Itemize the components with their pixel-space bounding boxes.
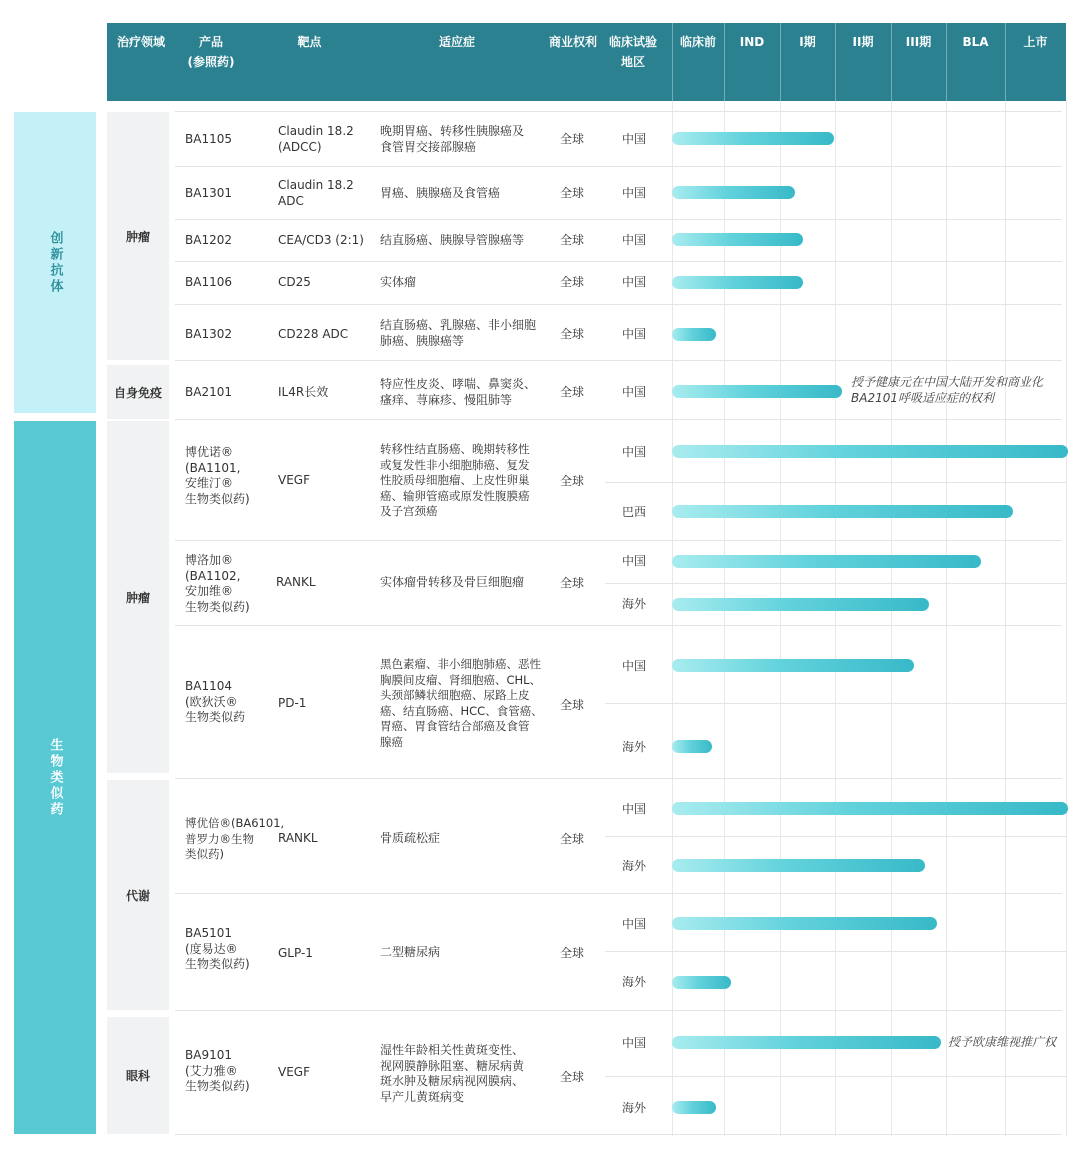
header-phase3: III期 [905, 35, 932, 49]
progress-bar [672, 505, 1013, 518]
product-name: BA9101 (艾力雅® 生物类似药) [185, 1048, 250, 1093]
target: VEGF [278, 1065, 310, 1079]
commercial-rights: 全球 [560, 698, 585, 712]
phase-gridline [946, 101, 947, 1136]
header-preclinical: 临床前 [679, 35, 716, 49]
area-autoimmune: 自身免疫 [107, 365, 169, 419]
progress-bar [672, 186, 795, 199]
trial-region: 中国 [622, 275, 647, 289]
category-innovative-antibody: 创新抗体 [14, 112, 96, 413]
row-divider [175, 893, 1062, 894]
header-bla: BLA [962, 35, 989, 49]
trial-region: 中国 [622, 327, 647, 341]
trial-region: 中国 [622, 233, 647, 247]
row-divider [175, 219, 1062, 220]
trial-region: 中国 [622, 917, 647, 931]
target: RANKL [278, 831, 318, 845]
target: PD-1 [278, 696, 307, 710]
commercial-rights: 全球 [560, 832, 585, 846]
product-name: BA5101 (度易达® 生物类似药) [185, 926, 250, 971]
progress-bar [672, 1101, 716, 1114]
header-ind: IND [739, 35, 765, 49]
trial-region: 中国 [622, 802, 647, 816]
progress-bar [672, 555, 981, 568]
row-divider [175, 261, 1062, 262]
progress-bar [672, 859, 925, 872]
row-divider [175, 540, 1062, 541]
product-name: BA1202 [185, 233, 232, 247]
region-divider [605, 836, 1067, 837]
trial-region: 中国 [622, 1036, 647, 1050]
target: VEGF [278, 473, 310, 487]
table-header [107, 23, 1066, 101]
progress-bar [672, 740, 712, 753]
commercial-rights: 全球 [560, 132, 585, 146]
indication: 二型糖尿病 [380, 945, 441, 959]
region-divider [605, 482, 1067, 483]
trial-region: 海外 [622, 740, 647, 754]
header-divider [891, 23, 892, 101]
progress-bar [672, 917, 937, 930]
row-divider [175, 1010, 1062, 1011]
product-name: BA1301 [185, 186, 232, 200]
header-divider [780, 23, 781, 101]
trial-region: 中国 [622, 445, 647, 459]
progress-bar [672, 132, 834, 145]
trial-region: 巴西 [622, 505, 647, 519]
indication: 转移性结直肠癌、晚期转移性 或复发性非小细胞肺癌、复发 性胶质母细胞瘤、上皮性卵巢 癌、输卵管癌或原发性腹膜癌 及子宫颈癌 [380, 442, 530, 518]
indication: 晚期胃癌、转移性胰腺癌及 食管胃交接部腺癌 [380, 124, 525, 154]
region-divider [605, 703, 1067, 704]
progress-bar [672, 598, 929, 611]
header-product: 产品 (参照药) [187, 35, 235, 69]
target: RANKL [276, 575, 316, 589]
indication: 结直肠癌、胰腺导管腺癌等 [380, 233, 525, 247]
trial-region: 海外 [622, 1101, 647, 1115]
phase-gridline [780, 101, 781, 1136]
note-ba9101: 授予欧康维视推广权 [948, 1035, 1057, 1049]
region-divider [605, 1076, 1067, 1077]
indication: 湿性年龄相关性黄斑变性、 视网膜静脉阻塞、糖尿病黄 斑水肿及糖尿病视网膜病、 早产儿黄斑病变 [380, 1043, 525, 1104]
product-name: BA1104 (欧狄沃® 生物类似药 [185, 679, 246, 724]
indication: 胃癌、胰腺癌及食管癌 [380, 186, 501, 200]
row-divider [175, 419, 1062, 420]
area-oncology: 肿瘤 [107, 112, 169, 360]
phase-gridline [835, 101, 836, 1136]
target: CD228 ADC [278, 327, 349, 341]
area-ophthalmology: 眼科 [107, 1017, 169, 1134]
progress-bar [672, 233, 803, 246]
product-name: BA2101 [185, 385, 232, 399]
header-divider [724, 23, 725, 101]
indication: 骨质疏松症 [380, 831, 441, 845]
header-divider [946, 23, 947, 101]
progress-bar [672, 976, 731, 989]
region-divider [605, 951, 1067, 952]
commercial-rights: 全球 [560, 1070, 585, 1084]
progress-bar [672, 1036, 941, 1049]
header-target: 靶点 [297, 35, 322, 49]
product-name: BA1106 [185, 275, 232, 289]
note-ba2101: 授予健康元在中国大陆开发和商业化 BA2101呼吸适应症的权利 [851, 375, 1044, 405]
progress-bar [672, 276, 803, 289]
trial-region: 中国 [622, 385, 647, 399]
header-phase2: II期 [852, 35, 874, 49]
category-biosimilar: 生物类似药 [14, 421, 96, 1134]
header-phase1: I期 [799, 35, 816, 49]
product-name: 博优诺® (BA1101, 安维汀® 生物类似药) [185, 445, 250, 506]
trial-region: 海外 [622, 597, 647, 611]
indication: 特应性皮炎、哮喘、鼻窦炎、 瘙痒、荨麻疹、慢阻肺等 [380, 377, 537, 407]
commercial-rights: 全球 [560, 385, 585, 399]
product-name: 博洛加® (BA1102, 安加维® 生物类似药) [185, 553, 250, 614]
product-name: 博优倍®(BA6101, 普罗力®生物 类似药) [185, 816, 285, 861]
product-name: BA1105 [185, 132, 232, 146]
target: CD25 [278, 275, 311, 289]
header-divider [835, 23, 836, 101]
trial-region: 中国 [622, 554, 647, 568]
area-oncology-biosimilar: 肿瘤 [107, 421, 169, 773]
target: Claudin 18.2 (ADCC) [278, 124, 354, 154]
target: GLP-1 [278, 946, 313, 960]
progress-bar [672, 445, 1068, 458]
row-divider [175, 111, 1062, 112]
phase-gridline [1066, 101, 1067, 1136]
region-divider [605, 583, 1067, 584]
trial-region: 中国 [622, 659, 647, 673]
header-area: 治疗领域 [116, 35, 165, 49]
target: CEA/CD3 (2:1) [278, 233, 364, 247]
progress-bar [672, 385, 842, 398]
commercial-rights: 全球 [560, 186, 585, 200]
commercial-rights: 全球 [560, 576, 585, 590]
header-indication: 适应症 [438, 35, 475, 49]
row-divider [175, 304, 1062, 305]
target: Claudin 18.2 ADC [278, 178, 354, 208]
row-divider [175, 166, 1062, 167]
header-region: 临床试验 地区 [608, 35, 657, 69]
header-divider [672, 23, 673, 101]
row-divider [175, 778, 1062, 779]
header-launch: 上市 [1023, 35, 1048, 49]
trial-region: 海外 [622, 975, 647, 989]
product-name: BA1302 [185, 327, 232, 341]
trial-region: 中国 [622, 186, 647, 200]
phase-gridline [891, 101, 892, 1136]
commercial-rights: 全球 [560, 327, 585, 341]
phase-gridline [1005, 101, 1006, 1136]
indication: 实体瘤骨转移及骨巨细胞瘤 [380, 575, 525, 589]
progress-bar [672, 802, 1068, 815]
area-metabolic: 代谢 [107, 780, 169, 1010]
trial-region: 中国 [622, 132, 647, 146]
header-rights: 商业权利 [548, 35, 597, 49]
header-divider [1005, 23, 1006, 101]
row-divider [175, 1134, 1062, 1135]
row-divider [175, 625, 1062, 626]
commercial-rights: 全球 [560, 946, 585, 960]
indication: 实体瘤 [380, 275, 417, 289]
trial-region: 海外 [622, 859, 647, 873]
commercial-rights: 全球 [560, 474, 585, 488]
row-divider [175, 360, 1062, 361]
indication: 黑色素瘤、非小细胞肺癌、恶性 胸膜间皮瘤、肾细胞癌、CHL、 头颈部鳞状细胞癌、尿路上皮 癌、结直肠癌、HCC、食管癌、 胃癌、胃食管结合部癌及食管 腺癌 [380, 657, 543, 749]
progress-bar [672, 328, 716, 341]
commercial-rights: 全球 [560, 233, 585, 247]
commercial-rights: 全球 [560, 275, 585, 289]
target: IL4R长效 [278, 385, 329, 399]
indication: 结直肠癌、乳腺癌、非小细胞 肺癌、胰腺癌等 [380, 318, 537, 348]
progress-bar [672, 659, 914, 672]
